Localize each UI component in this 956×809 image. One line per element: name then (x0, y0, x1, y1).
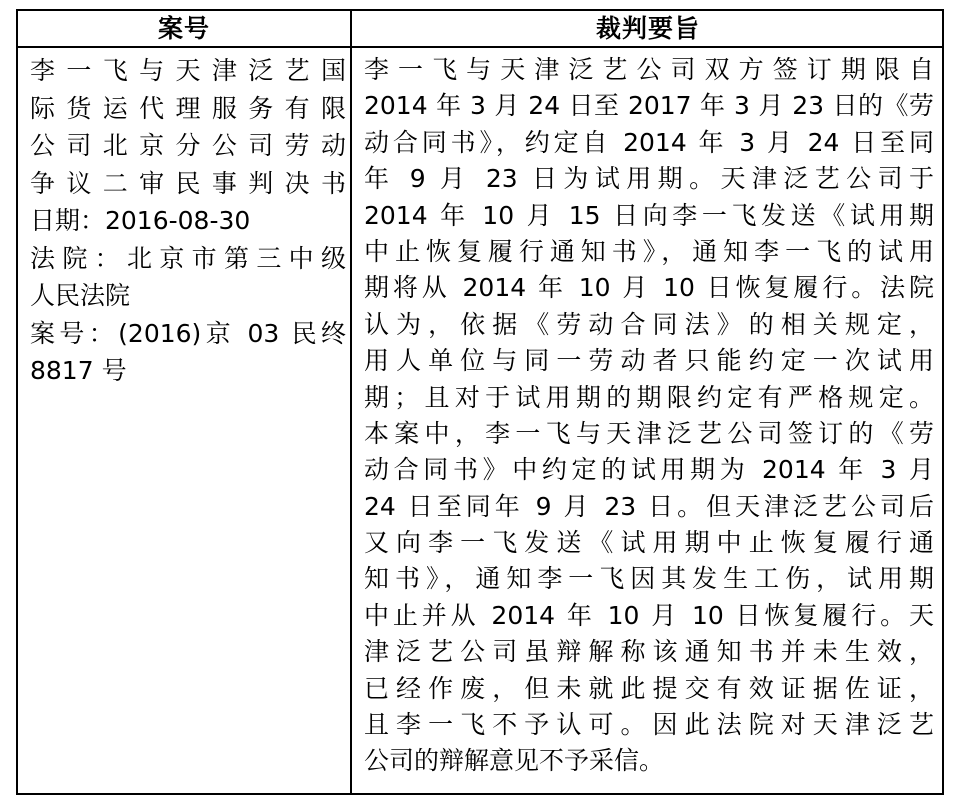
ruling-line: 公司的辩解意见不予采信。 (364, 746, 665, 776)
ruling-line: 24 日至同年 9 月 23 日。但天津泛艺公司后 (364, 491, 934, 521)
ruling-line: 动合同书》中约定的试用期为 2014 年 3 月 (364, 455, 934, 485)
ruling-line: 知书》，通知李一飞因其发生工伤，试用期 (364, 564, 934, 594)
ruling-line: 用人单位与同一劳动者只能约定一次试用 (364, 346, 934, 376)
case-number-line: 案号：(2016)京 03 民终 (30, 318, 346, 348)
ruling-line: 认为，依据《劳动合同法》的相关规定， (364, 309, 934, 339)
ruling-line: 中止恢复履行通知书》，通知李一飞的试用 (364, 236, 934, 266)
case-court-line: 人民法院 (30, 281, 131, 310)
ruling-line: 本案中，李一飞与天津泛艺公司签订的《劳 (364, 418, 934, 448)
case-info-cell (30, 52, 346, 390)
ruling-line: 中止并从 2014 年 10 月 10 日恢复履行。天 (364, 600, 934, 630)
ruling-line: 津泛艺公司虽辩解称该通知书并未生效， (364, 637, 934, 667)
ruling-line: 且李一飞不予认可。因此法院对天津泛艺 (364, 710, 934, 740)
ruling-line: 2014 年 10 月 15 日向李一飞发送《试用期 (364, 200, 934, 230)
case-table (16, 9, 944, 795)
case-title-line: 李一飞与天津泛艺国 (30, 56, 346, 85)
case-number-line: 8817 号 (30, 356, 127, 385)
ruling-line: 期将从 2014 年 10 月 10 日恢复履行。法院 (364, 273, 934, 303)
ruling-gist-cell (364, 52, 934, 780)
column-divider (350, 11, 352, 793)
case-court-line: 法院：北京市第三中级 (30, 243, 346, 273)
ruling-line: 李一飞与天津泛艺公司双方签订期限自 (364, 55, 934, 84)
ruling-line: 年 9 月 23 日为试用期。天津泛艺公司于 (364, 164, 934, 194)
case-title-line: 争议二审民事判决书 (30, 168, 346, 198)
header-case-number: 案号 (157, 14, 210, 43)
case-date: 日期：2016-08-30 (30, 206, 251, 235)
case-title-line: 公司北京分公司劳动 (30, 131, 346, 160)
ruling-line: 期；且对于试用期的期限约定有严格规定。 (364, 382, 934, 412)
ruling-line: 2014 年 3 月 24 日至 2017 年 3 月 23 日的《劳 (364, 91, 934, 121)
ruling-line: 又向李一飞发送《试用期中止恢复履行通 (364, 528, 934, 558)
case-title-line: 际货运代理服务有限 (30, 93, 346, 123)
ruling-line: 动合同书》，约定自 2014 年 3 月 24 日至同 (364, 127, 934, 157)
ruling-line: 已经作废，但未就此提交有效证据佐证， (364, 673, 934, 703)
header-ruling-gist: 裁判要旨 (595, 14, 700, 43)
table-header (18, 11, 942, 48)
